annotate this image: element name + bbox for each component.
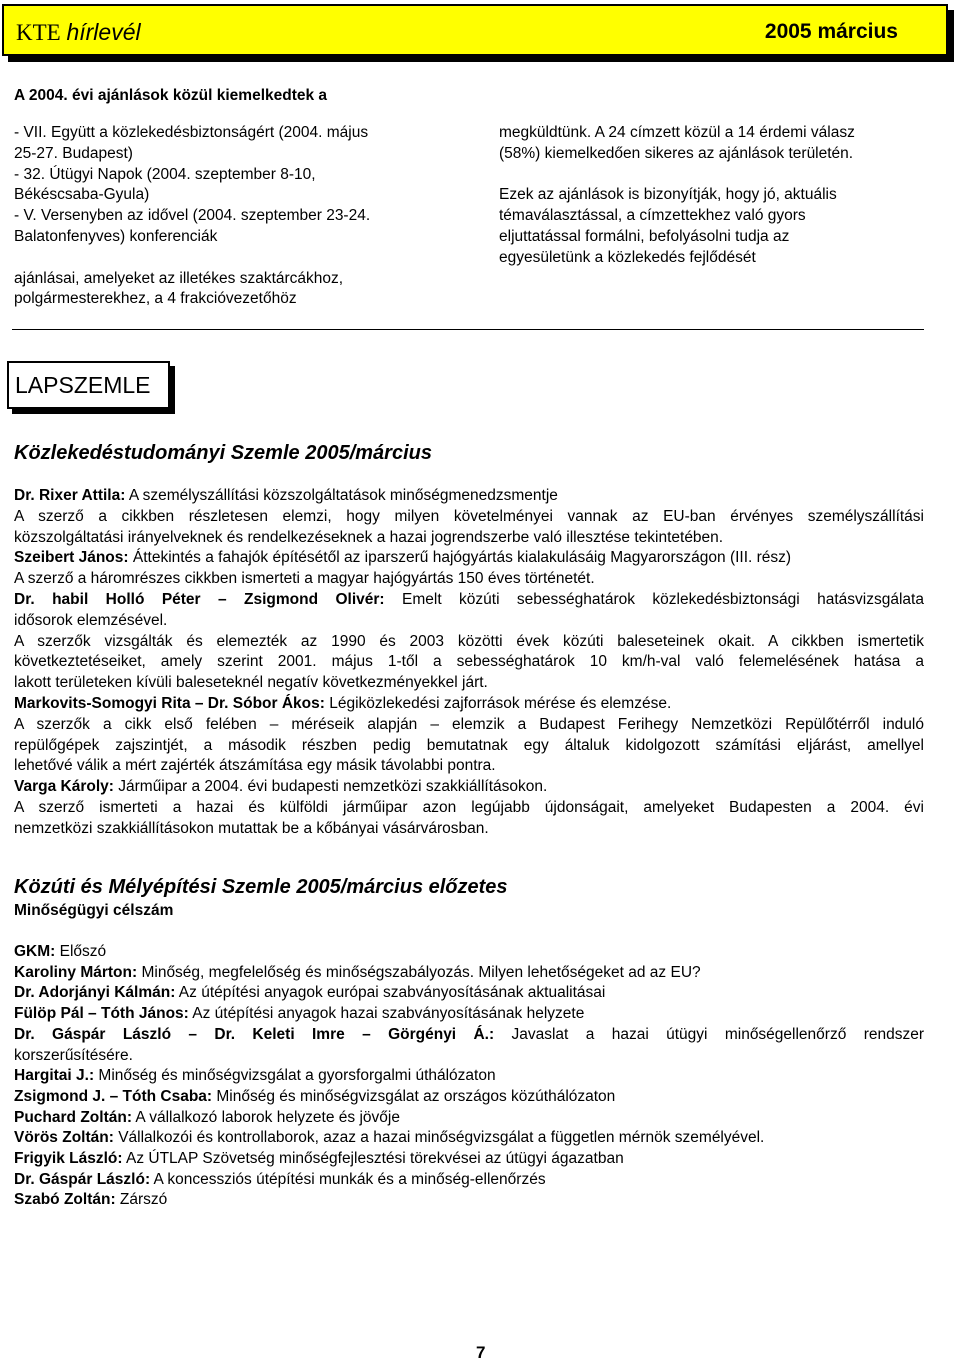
section1-entries	[14, 486, 924, 840]
list-item: - VII. Együtt a közlekedésbiztonságért (2004. május	[14, 124, 369, 141]
text-line: (58%) kiemelkedően sikeres az ajánlások területén.	[499, 144, 854, 162]
entry-author: Markovits-Somogyi Rita – Dr. Sóbor Ákos:	[14, 694, 325, 712]
text-line: következtetéseiket, amely szerint 2001. május 1-től a sebességhatárok 10 km/h-val való felemelésének hatása a	[14, 653, 924, 671]
section2-subtitle: Minőségügyi célszám	[14, 902, 174, 919]
section2-title: Közúti és Mélyépítési Szemle 2005/március előzetes	[14, 876, 508, 898]
toc-list	[14, 942, 924, 1211]
text-line: repülőgépek zajszintjét, a második részben pedig bemutatnak egy általuk kidolgozott számítási eljárást, amellyel	[14, 736, 924, 754]
intro-heading: A 2004. évi ajánlások közül kiemelkedtek a	[14, 87, 328, 104]
text-line: A szerzők vizsgálták és elemezték az 1990 és 2003 közötti évek közúti baleseteinek okait. A cikkben ismertetik	[14, 632, 924, 650]
toc-item: Dr. Gáspár László: A koncessziós útépítési munkák és a minőség-ellenőrzés	[14, 1170, 546, 1188]
text-line: közszolgáltatási irányelveknek és rendelkezéseknek a hazai jogrendszerbe való illesztése tekintetében.	[14, 528, 724, 546]
text-line: egyesületünk a közlekedés fejlődését	[499, 248, 756, 266]
issue-date: 2005 március	[764, 20, 898, 43]
text-line: témaválasztással, a címzettekhez való gyors	[499, 207, 806, 225]
toc-item: Vörös Zoltán: Vállalkozói és kontrollaborok, azaz a hazai minőségvizsgálat a független mérnök személyével.	[14, 1129, 765, 1147]
toc-item: Puchard Zoltán: A vállalkozó laborok helyzete és jövője	[14, 1108, 400, 1126]
text-line: A szerző a háromrészes cikkben ismerteti a magyar hajógyártás 150 éves történetét.	[14, 570, 595, 588]
entry-title: Emelt közúti sebességhatárok közlekedésbiztonsági hatásvizsgálata	[384, 590, 924, 608]
newsletter-title	[16, 19, 141, 46]
newsletter-header	[2, 4, 948, 56]
intro-right-column	[499, 123, 919, 269]
lapszemle-label: LAPSZEMLE	[15, 372, 151, 398]
title-italic: hírlevél	[66, 19, 141, 45]
text-line: A szerző a cikkben részletesen elemzi, hogy milyen követelményei vannak az EU-ban érvényes személyszállítási	[14, 507, 924, 525]
entry-author: Dr. habil Holló Péter – Zsigmond Olivér:	[14, 590, 385, 608]
text-line: eljuttatással formálni, befolyásolni tudja az	[499, 227, 790, 245]
section-divider	[12, 329, 924, 330]
text-line: lehetővé válik a mért zajérték átszámítása egy másik távolabbi pontra.	[14, 757, 496, 775]
conference-list	[14, 123, 454, 310]
toc-item: Dr. Adorjányi Kálmán: Az útépítési anyagok európai szabványosításának aktualitásai	[14, 984, 606, 1002]
section1-title: Közlekedéstudományi Szemle 2005/március	[14, 442, 432, 464]
entry-author: Varga Károly:	[14, 778, 114, 796]
text-line: Ezek az ajánlások is bizonyítják, hogy jó, aktuális	[499, 186, 837, 204]
entry-title: Járműipar a 2004. évi budapesti nemzetközi szakkiállításokon.	[113, 778, 548, 796]
list-item: Békéscsaba-Gyula)	[14, 186, 150, 204]
entry-title-cont: idősorok elemzésével.	[14, 611, 168, 629]
text-line: A szerzők a cikk első felében – méréseik alapján – elemzik a Budapest Ferihegy Nemzetközi Repülőtérről induló	[14, 715, 924, 733]
recipients-line: polgármesterekhez, a 4 frakcióvezetőhöz	[14, 290, 297, 308]
lapszemle-box	[7, 361, 170, 409]
text-line: nemzetközi szakkiállításokon mutattak be a kőbányai vásárvárosban.	[14, 819, 489, 837]
toc-item: Frigyik László: Az ÚTLAP Szövetség minőségfejlesztési törekvései az útügyi ágazatban	[14, 1150, 624, 1168]
title-prefix: KTE	[16, 20, 61, 45]
entry-author: Dr. Rixer Attila:	[14, 487, 126, 504]
toc-item: Fülöp Pál – Tóth János: Az útépítési anyagok hazai szabványosításának helyzete	[14, 1005, 585, 1023]
toc-item: Karoliny Márton: Minőség, megfelelőség és minőségszabályozás. Milyen lehetőségeket ad az EU?	[14, 963, 701, 981]
list-item: Balatonfenyves) konferenciák	[14, 227, 218, 245]
recipients-line: ajánlásai, amelyeket az illetékes szaktárcákhoz,	[14, 269, 344, 287]
toc-item: Szabó Zoltán: Zárszó	[14, 1191, 168, 1209]
list-item: - 32. Útügyi Napok (2004. szeptember 8-10,	[14, 165, 316, 183]
entry-title: A személyszállítási közszolgáltatások minőségmenedzsmentje	[125, 487, 558, 504]
entry-title: Áttekintés a fahajók építésétől az iparszerű hajógyártás kialakulásáig Magyarországon (III. rész)	[128, 549, 792, 567]
list-item: 25-27. Budapest)	[14, 144, 133, 162]
entry-title: Légiközlekedési zajforrások mérése és elemzése.	[324, 694, 672, 712]
toc-item: Hargitai J.: Minőség és minőségvizsgálat a gyorsforgalmi úthálózaton	[14, 1067, 496, 1085]
toc-item: Zsigmond J. – Tóth Csaba: Minőség és minőségvizsgálat az országos közúthálózaton	[14, 1087, 616, 1105]
page-number: 7	[476, 1343, 486, 1360]
text-line: A szerző ismerteti a hazai és külföldi járműipar azon legújabb újdonságait, amelyeket Budapesten a 2004. évi	[14, 798, 924, 816]
list-item: - V. Versenyben az idővel (2004. szeptember 23-24.	[14, 207, 371, 225]
text-line: lakott területeken kívüli baleseteknél negatív következményekkel járt.	[14, 674, 488, 692]
toc-item: Dr. Gáspár László – Dr. Keleti Imre – Görgényi Á.: Javaslat a hazai útügyi minőségellenőrző rendszer	[14, 1025, 924, 1043]
toc-item: GKM: Előszó	[14, 943, 107, 960]
entry-author: Szeibert János:	[14, 549, 129, 567]
toc-item-cont: korszerűsítésére.	[14, 1046, 133, 1064]
text-line: megküldtünk. A 24 címzett közül a 14 érdemi válasz	[499, 124, 855, 141]
